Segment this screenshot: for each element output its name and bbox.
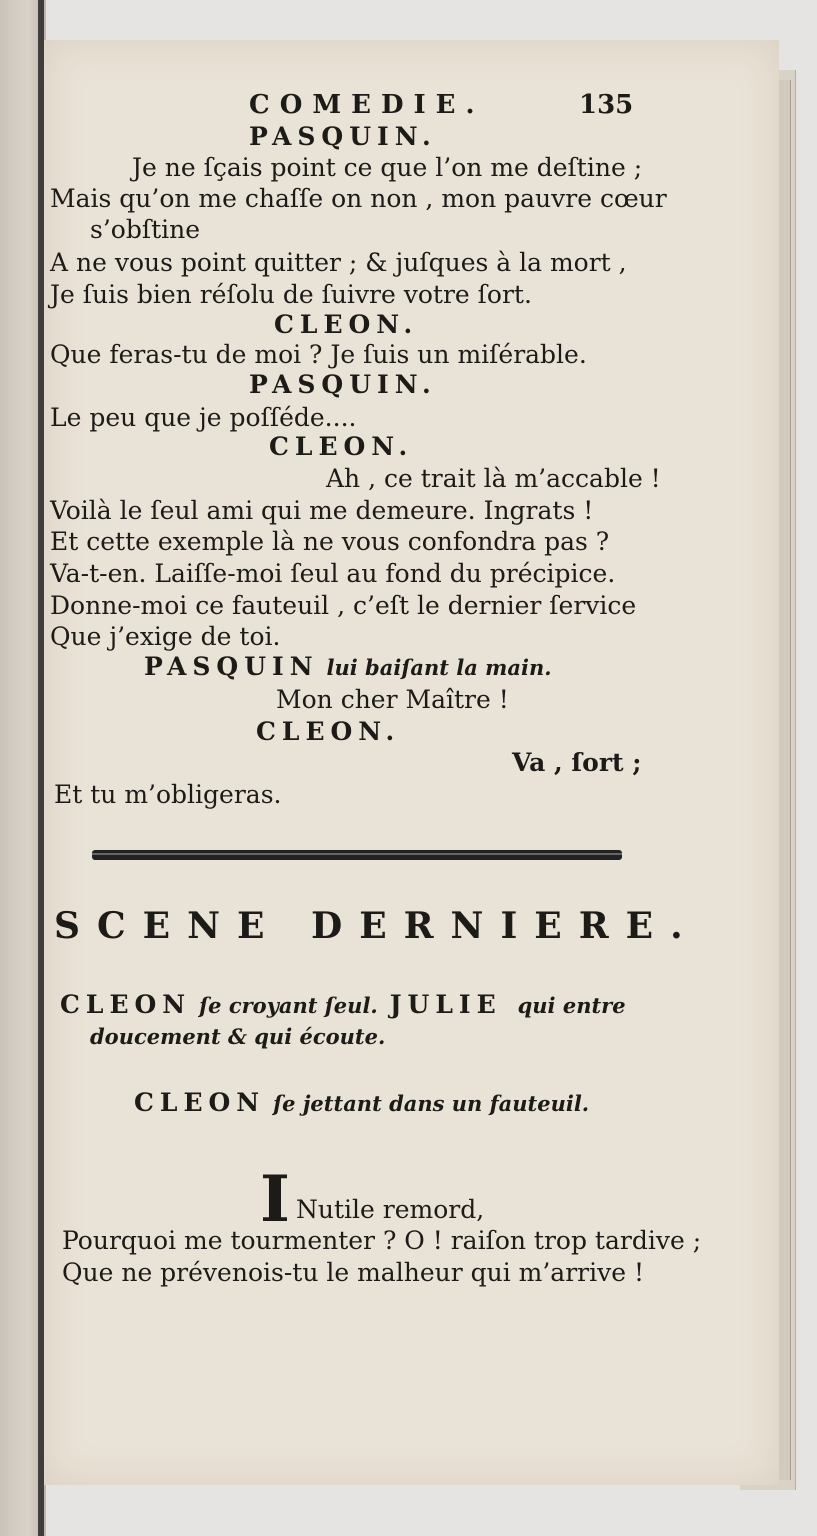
character-cleon: CLEON <box>60 990 192 1019</box>
verse-line: Ah , ce trait là m’accable ! <box>326 464 661 493</box>
stage-direction: ſe jettant dans un fauteuil. <box>273 1091 590 1116</box>
verse-line: Nutile remord, <box>296 1195 485 1224</box>
scene-title: SCENE DERNIERE. <box>54 905 700 947</box>
speaker-direction-line <box>134 1088 589 1119</box>
speaker-cleon: CLEON. <box>269 432 414 461</box>
verse-line: Et tu m’obligeras. <box>54 780 282 809</box>
verse-line: s’obſtine <box>90 215 201 244</box>
character-julie: JULIE <box>389 990 502 1019</box>
drop-cap: I <box>260 1162 290 1237</box>
speaker-cleon: CLEON. <box>256 717 401 746</box>
cast-line <box>60 990 626 1021</box>
speaker-pasquin: PASQUIN <box>144 652 319 681</box>
verse-line: Que feras-tu de moi ? Je ſuis un miſérable. <box>50 340 587 369</box>
verse-line: Va-t-en. Laiſſe-moi ſeul au fond du précipice. <box>50 559 616 588</box>
speaker-cleon: CLEON. <box>274 310 419 339</box>
verse-line: Le peu que je poſſéde.... <box>50 403 357 432</box>
verse-line: Voilà le ſeul ami qui me demeure. Ingrats ! <box>50 496 594 525</box>
verse-line: A ne vous point quitter ; & juſques à la mort , <box>50 248 627 277</box>
verse-line: Donne-moi ce fauteuil , c’eſt le dernier ſervice <box>50 591 637 620</box>
verse-line: Que j’exige de toi. <box>50 622 281 651</box>
character-cleon: CLEON <box>134 1088 266 1117</box>
book-page <box>44 40 779 1485</box>
page-number: 135 <box>579 90 634 120</box>
stage-direction: ſe croyant ſeul. <box>199 993 378 1018</box>
stage-direction: lui baiſant la main. <box>326 655 552 680</box>
stage-direction: qui entre <box>517 993 626 1018</box>
stage-direction: doucement & qui écoute. <box>90 1024 386 1049</box>
stage-speaker-line <box>144 652 552 683</box>
speaker-pasquin: PASQUIN. <box>249 122 437 151</box>
verse-line: Je ne ſçais point ce que l’on me deſtine ; <box>132 153 643 182</box>
verse-line: Va , ſort ; <box>512 748 642 777</box>
verse-line: Je ſuis bien réſolu de ſuivre votre ſort. <box>50 280 532 309</box>
running-title: COMEDIE. <box>249 90 485 120</box>
speaker-pasquin: PASQUIN. <box>249 370 437 399</box>
verse-line: Que ne prévenois-tu le malheur qui m’arrive ! <box>62 1258 645 1287</box>
verse-line: Pourquoi me tourmenter ? O ! raiſon trop tardive ; <box>62 1226 702 1255</box>
verse-line: Mais qu’on me chaſſe on non , mon pauvre cœur <box>50 184 667 213</box>
verse-line: Et cette exemple là ne vous confondra pas ? <box>50 527 610 556</box>
verse-line: Mon cher Maître ! <box>276 685 509 714</box>
decorative-rule <box>92 850 622 860</box>
